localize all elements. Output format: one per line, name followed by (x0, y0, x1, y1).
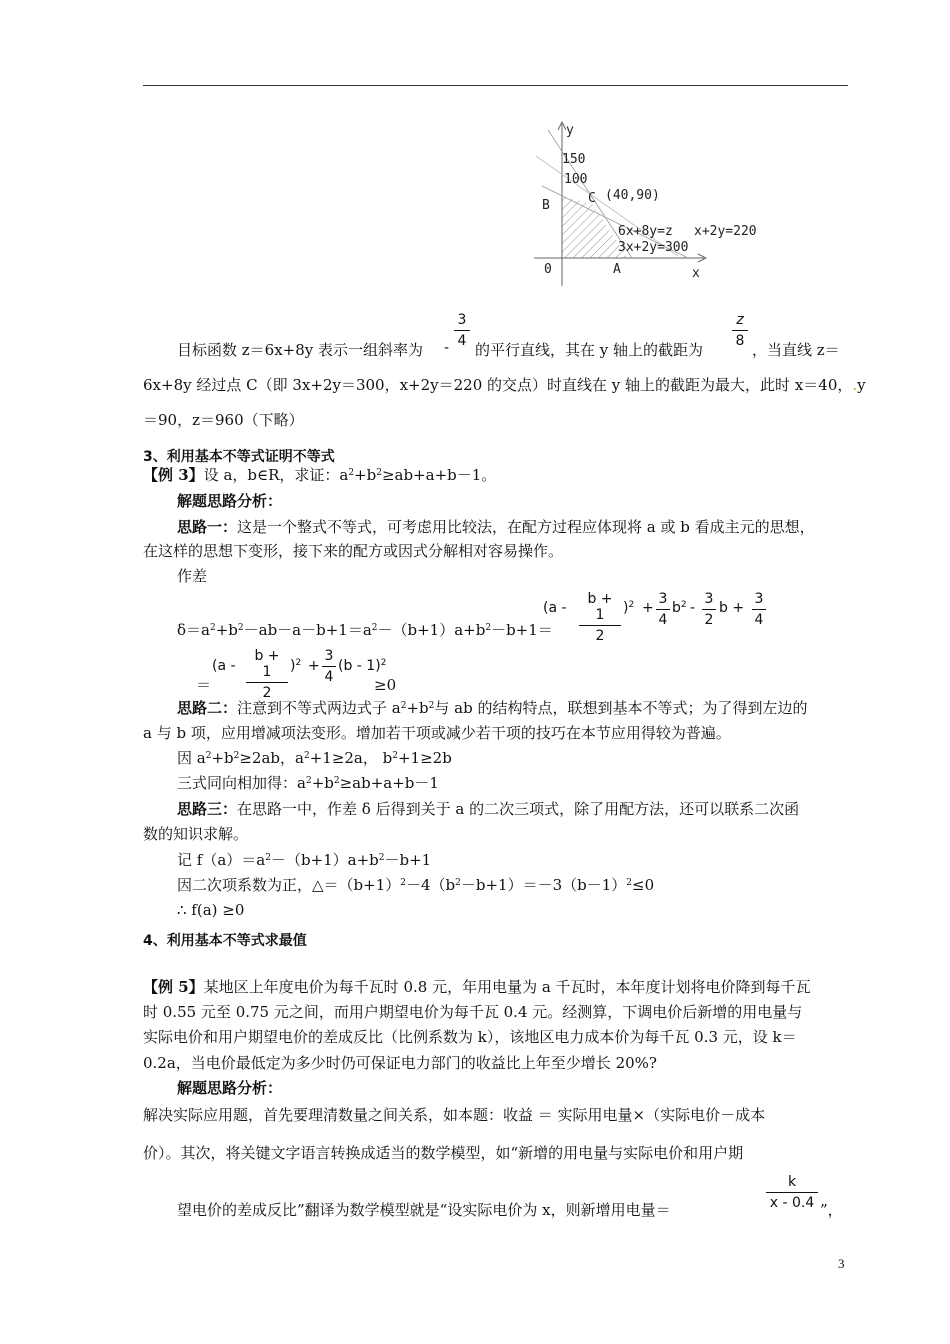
disc-d: ≤0 (632, 876, 655, 894)
eq2-fraction-2 (322, 648, 336, 685)
eq1-sq: 2 (628, 600, 635, 610)
sup-2: 2 (233, 751, 240, 761)
because-a: 因 a (177, 749, 206, 767)
idea-2-label: 思路二： (177, 699, 238, 717)
intercept-fraction (732, 312, 748, 349)
sum-c: ≥ab+a+b－1 (339, 774, 439, 792)
delta-b: +b (215, 621, 238, 639)
sum-b: +b (311, 774, 334, 792)
eq1-f3-num: 3 (702, 591, 716, 610)
slope-numerator: 3 (454, 312, 470, 331)
delta-e: －b+1＝ (491, 621, 553, 639)
sup-2: 2 (376, 468, 382, 478)
sup-2: 2 (400, 701, 407, 711)
analysis-4-line-1: 解决实际应用题，首先要理清数量之间关系，如本题：收益 ＝ 实际用电量×（实际电价－成本 (143, 1106, 766, 1124)
disc-a: 因二次项系数为正，△＝（b+1） (177, 876, 401, 894)
example-3-label: 【例 3】 (143, 466, 204, 484)
eq1-b: b + (719, 600, 745, 616)
stray-dot: . (852, 376, 858, 394)
sup-2: 2 (305, 776, 312, 786)
eq1-f4-num: 3 (752, 591, 766, 610)
because-e: +1≥2b (397, 749, 452, 767)
note-a: 记 f（a）＝a (177, 851, 266, 869)
eq1-minus: - (690, 600, 696, 616)
eq1-b2 (672, 600, 687, 616)
because-b: +b (211, 749, 234, 767)
eq1-fraction-3 (702, 591, 716, 628)
intercept-numerator: z (732, 312, 748, 331)
analysis-heading-4: 解题思路分析： (177, 1079, 283, 1097)
eq1-plus: + (642, 600, 654, 616)
delta-a: δ＝a (177, 621, 210, 639)
idea-1-label: 思路一： (177, 518, 238, 536)
delta-d: －（b+1）a+b (377, 621, 486, 639)
objective-text-3: ，当直线 z＝ (752, 341, 840, 359)
eq1-f2-den: 4 (658, 612, 668, 628)
eq1-f1-num: b + 1 (579, 591, 621, 626)
sup-2: 2 (371, 623, 378, 633)
eq2-tail-text: (b - 1) (338, 658, 381, 674)
objective-text-1: 目标函数 z＝6x+8y 表示一组斜率为 (177, 341, 424, 359)
analysis-heading-3: 解题思路分析： (177, 492, 283, 510)
because-d: +1≥2a， b (309, 749, 393, 767)
sup-2: 2 (209, 623, 216, 633)
slope-denominator: 4 (457, 333, 467, 349)
sup-2: 2 (485, 623, 492, 633)
example-5-line-3: 实际电价和用户期望电价的差成反比（比例系数为 k），该地区电力成本价为每千瓦 0.3 元，设 k＝ (143, 1028, 797, 1046)
sup-2: 2 (378, 853, 385, 863)
example-3-text-a: 设 a，b∈R，求证：a (203, 466, 349, 484)
eq1-fraction-2 (656, 591, 670, 628)
point-label-B: B (542, 198, 550, 213)
disc-b: －4（b (406, 876, 456, 894)
because-c: ≥2ab，a (239, 749, 304, 767)
intercept-denominator: 8 (735, 333, 745, 349)
eq2-sq2: 2 (380, 658, 387, 668)
example-5-text-1: 某地区上年度电价为每千瓦时 0.8 元，年用电量为 a 千瓦时，本年度计划将电价降到每千瓦 (203, 978, 811, 996)
point-label-A: A (613, 262, 621, 277)
line-label-3x2y300: 3x+2y=300 (618, 240, 689, 255)
point-label-C: C (588, 191, 596, 206)
sum-line (177, 773, 439, 793)
sup-2: 2 (348, 468, 355, 478)
header-rule (143, 85, 848, 86)
eq1-fraction-4 (752, 591, 766, 628)
eq1-b2-base: b (672, 600, 681, 616)
line-label-6x8yz: 6x+8y=z (618, 224, 673, 239)
note-b: －（b+1）a+b (270, 851, 379, 869)
objective-line-2-text: 6x+8y 经过点 C（即 3x+2y＝300，x+2y＝220 的交点）时直线在 y 轴上的截距为最大，此时 x＝40， (143, 376, 853, 394)
eq1-f4-den: 4 (754, 612, 764, 628)
eq1-pre: (a - (543, 600, 567, 616)
sup-2: 2 (400, 878, 406, 888)
idea-3-line-1 (177, 799, 799, 819)
eq2-tail (338, 658, 386, 674)
eq2-plus: + (308, 658, 320, 674)
y-axis-label: y (566, 123, 574, 138)
slope-fraction (454, 312, 470, 349)
therefore-line: ∴ f(a) ≥0 (177, 901, 245, 919)
eq1-f1-den: 2 (595, 628, 605, 644)
idea-3-label: 思路三： (177, 800, 238, 818)
idea-2-text-b: +b (406, 699, 429, 717)
analysis-4-line-3-end: ”， (820, 1201, 843, 1219)
linear-programming-diagram (528, 116, 778, 296)
idea-1-line-2: 在这样的思想下变形，接下来的配方或因式分解相对容易操作。 (143, 542, 564, 560)
example-3-text-c: ≥ab+a+b－1。 (381, 466, 497, 484)
idea-3-text: 在思路一中，作差 δ 后得到关于 a 的二次三项式，除了用配方法，还可以联系二次函 (237, 800, 800, 818)
delta-c: －ab－a－b+1＝a (243, 621, 372, 639)
sup-2: 2 (680, 600, 687, 610)
eq2-mid: ) (290, 658, 296, 674)
eq2-pre: (a - (212, 658, 236, 674)
eq1-f2-num: 3 (656, 591, 670, 610)
eq1-mid: ) (623, 600, 629, 616)
sup-2: 2 (392, 751, 398, 761)
eq2-fraction-1 (246, 648, 288, 701)
example-3 (143, 465, 496, 485)
sup-2: 2 (265, 853, 271, 863)
sum-a: 三式同向相加得：a (177, 774, 306, 792)
discriminant-line (177, 875, 654, 895)
idea-1-line-1 (177, 517, 815, 537)
idea-2-text-c: 与 ab 的结构特点，联想到基本不等式；为了得到左边的 (434, 699, 808, 717)
x-axis-label: x (692, 266, 700, 281)
section-3-heading: 3、利用基本不等式证明不等式 (143, 449, 335, 465)
example-5-line-2: 时 0.55 元至 0.75 元之间，而用户期望电价为每千瓦 0.4 元。经测算，下调电价后新增的用电量与 (143, 1003, 803, 1021)
example-5-line-4: 0.2a，当电价最低定为多少时仍可保证电力部门的收益比上年至少增长 20%? (143, 1054, 657, 1072)
k-numerator: k (766, 1174, 818, 1193)
sup-2: 2 (455, 878, 461, 888)
k-denominator: x - 0.4 (769, 1195, 815, 1211)
sup-2: 2 (626, 878, 633, 888)
sup-2: 2 (237, 623, 244, 633)
eq2-f1-num: b + 1 (246, 648, 288, 683)
example-3-text-b: +b (354, 466, 377, 484)
eq1-f3-den: 2 (704, 612, 714, 628)
objective-text-2: 的平行直线，其在 y 轴上的截距为 (475, 341, 704, 359)
section-4-heading: 4、利用基本不等式求最值 (143, 933, 307, 949)
eq1-close (623, 600, 634, 616)
analysis-4-line-2: 价）。其次，将关键文字语言转换成适当的数学模型，如“新增的用电量与实际电价和用户期 (143, 1144, 744, 1162)
eq2-ge: ≥0 (374, 676, 397, 694)
tick-150: 150 (562, 152, 586, 167)
objective-line-3: ＝90，z＝960（下略） (143, 411, 304, 429)
objective-line-2 (143, 374, 866, 395)
delta-expression (177, 620, 553, 640)
k-fraction (766, 1174, 818, 1211)
note-c: －b+1 (384, 851, 432, 869)
function-note (177, 850, 431, 870)
eq1-fraction-1 (579, 591, 621, 644)
analysis-4-line-3: 望电价的差成反比”翻译为数学模型就是“设实际电价为 x，则新增用电量＝ (177, 1201, 671, 1219)
slope-neg-sign: - (444, 340, 450, 356)
sup-2: 2 (303, 751, 310, 761)
eq2-equals: ＝ (196, 676, 212, 694)
objective-line-2-end: y (857, 376, 866, 394)
eq2-f2-num: 3 (322, 648, 336, 667)
idea-2-text-a: 注意到不等式两边式子 a (237, 699, 401, 717)
tick-100: 100 (564, 172, 588, 187)
because-line (177, 748, 452, 768)
idea-2-line-1 (177, 698, 807, 718)
sup-2: 2 (428, 701, 435, 711)
idea-2-line-2: a 与 b 项，应用增减项法变形。增加若干项或减少若干项的技巧在本节应用得较为普遍。 (143, 724, 731, 742)
sup-2: 2 (333, 776, 340, 786)
disc-c: －b+1）＝－3（b－1） (460, 876, 627, 894)
sup-2: 2 (205, 751, 212, 761)
line-label-x2y220: x+2y=220 (694, 224, 757, 239)
idea-3-line-2: 数的知识求解。 (143, 825, 249, 843)
idea-1-text: 这是一个整式不等式，可考虑用比较法，在配方过程应体现将 a 或 b 看成主元的思想， (237, 518, 815, 536)
example-5-line-1 (143, 977, 811, 997)
eq2-close (290, 658, 301, 674)
difference-label: 作差 (177, 567, 208, 585)
page-number: 3 (838, 1256, 845, 1271)
point-C-coordinates: (40,90) (605, 188, 660, 203)
eq2-f2-den: 4 (324, 669, 334, 685)
origin-label: 0 (544, 262, 552, 277)
eq2-sq: 2 (295, 658, 302, 668)
eq2-f1-den: 2 (262, 685, 272, 701)
example-5-label: 【例 5】 (143, 978, 204, 996)
